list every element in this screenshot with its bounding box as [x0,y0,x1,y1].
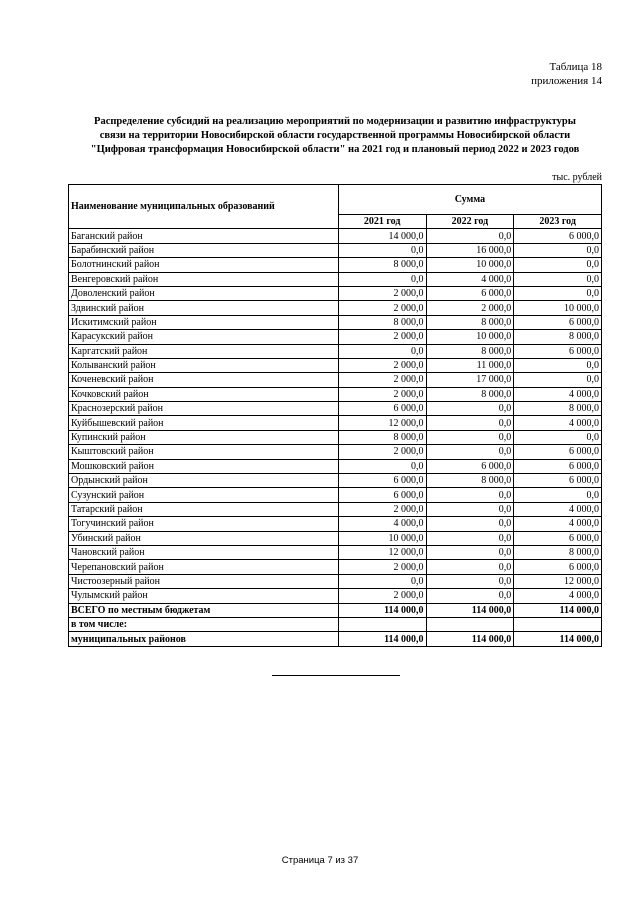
value-2023: 8 000,0 [514,402,602,416]
value-2023: 6 000,0 [514,531,602,545]
value-2022: 4 000,0 [426,272,514,286]
value-2023: 4 000,0 [514,589,602,603]
value-2021: 114 000,0 [338,632,426,646]
value-2023: 6 000,0 [514,560,602,574]
row-name: в том числе: [69,617,339,631]
value-2023: 6 000,0 [514,229,602,243]
value-2021: 0,0 [338,272,426,286]
value-2022: 11 000,0 [426,358,514,372]
table-row [69,358,602,372]
value-2022: 6 000,0 [426,459,514,473]
value-2022: 0,0 [426,430,514,444]
value-2021: 4 000,0 [338,517,426,531]
appendix-label: приложения 14 [531,75,602,87]
value-2022: 8 000,0 [426,344,514,358]
value-2023: 0,0 [514,286,602,300]
table-row [69,286,602,300]
value-2021: 0,0 [338,574,426,588]
value-2021: 0,0 [338,243,426,257]
value-2022: 0,0 [426,229,514,243]
value-2022: 17 000,0 [426,373,514,387]
row-name: Мошковский район [69,459,339,473]
value-2023: 0,0 [514,430,602,444]
table-row [69,330,602,344]
value-2021: 6 000,0 [338,488,426,502]
table-row [69,589,602,603]
value-2021: 2 000,0 [338,330,426,344]
value-2021: 8 000,0 [338,430,426,444]
row-name: муниципальных районов [69,632,339,646]
value-2021: 10 000,0 [338,531,426,545]
column-header-2023: 2023 год [514,215,602,229]
value-2022: 0,0 [426,517,514,531]
value-2022: 0,0 [426,488,514,502]
value-2021: 14 000,0 [338,229,426,243]
value-2023: 12 000,0 [514,574,602,588]
row-name: Тогучинский район [69,517,339,531]
value-2023: 0,0 [514,272,602,286]
value-2023 [514,617,602,631]
row-name: Сузунский район [69,488,339,502]
column-header-2022: 2022 год [426,215,514,229]
row-name: Коченевский район [69,373,339,387]
total-row [69,603,602,617]
value-2023: 6 000,0 [514,344,602,358]
table-row [69,272,602,286]
table-row [69,416,602,430]
value-2021: 2 000,0 [338,589,426,603]
value-2022: 0,0 [426,589,514,603]
row-name: Кочковский район [69,387,339,401]
table-reference [531,60,602,88]
including-row [69,617,602,631]
row-name: Чулымский район [69,589,339,603]
row-name: Болотнинский район [69,258,339,272]
value-2022: 8 000,0 [426,315,514,329]
row-name: Баганский район [69,229,339,243]
row-name: Барабинский район [69,243,339,257]
table-row [69,474,602,488]
column-header-2021: 2021 год [338,215,426,229]
value-2023: 6 000,0 [514,315,602,329]
row-name: Венгеровский район [69,272,339,286]
value-2022: 0,0 [426,531,514,545]
value-2022: 2 000,0 [426,301,514,315]
table-row [69,402,602,416]
table-row [69,574,602,588]
table-row [69,258,602,272]
value-2023: 0,0 [514,358,602,372]
value-2023: 4 000,0 [514,517,602,531]
municipal-total-row [69,632,602,646]
value-2021: 8 000,0 [338,315,426,329]
row-name: Купинский район [69,430,339,444]
title-line-1: Распределение субсидий на реализацию мероприятий по модернизации и развитию инфраструктуры [94,116,576,127]
row-name: Черепановский район [69,560,339,574]
table-row [69,373,602,387]
document-title [68,115,602,157]
value-2021: 2 000,0 [338,301,426,315]
value-2023: 0,0 [514,243,602,257]
value-2021: 114 000,0 [338,603,426,617]
table-row [69,545,602,559]
row-name: Краснозерский район [69,402,339,416]
row-name: Чановский район [69,545,339,559]
value-2023: 4 000,0 [514,387,602,401]
value-2022: 114 000,0 [426,632,514,646]
value-2022: 0,0 [426,502,514,516]
value-2023: 10 000,0 [514,301,602,315]
value-2022: 10 000,0 [426,330,514,344]
table-row [69,517,602,531]
column-header-sum: Сумма [338,185,601,215]
value-2022: 0,0 [426,545,514,559]
value-2022: 0,0 [426,402,514,416]
value-2023: 4 000,0 [514,416,602,430]
value-2023: 0,0 [514,373,602,387]
value-2021: 6 000,0 [338,474,426,488]
value-2022: 8 000,0 [426,474,514,488]
separator-line [272,675,400,676]
value-2023: 6 000,0 [514,459,602,473]
value-2023: 0,0 [514,488,602,502]
row-name: Убинский район [69,531,339,545]
table-row [69,560,602,574]
value-2021: 6 000,0 [338,402,426,416]
table-row [69,344,602,358]
row-name: Кыштовский район [69,445,339,459]
row-name: Ордынский район [69,474,339,488]
table-row [69,387,602,401]
column-header-name: Наименование муниципальных образований [69,185,339,229]
value-2022: 0,0 [426,574,514,588]
units-label: тыс. рублей [552,172,602,183]
value-2022: 8 000,0 [426,387,514,401]
table-row [69,301,602,315]
subsidy-table [68,184,602,647]
value-2022: 0,0 [426,560,514,574]
table-label: Таблица 18 [549,61,602,73]
value-2021: 2 000,0 [338,502,426,516]
value-2021: 2 000,0 [338,373,426,387]
value-2023: 0,0 [514,258,602,272]
value-2023: 8 000,0 [514,330,602,344]
value-2022: 16 000,0 [426,243,514,257]
row-name: Карасукский район [69,330,339,344]
value-2021: 0,0 [338,459,426,473]
value-2022: 0,0 [426,416,514,430]
value-2022: 10 000,0 [426,258,514,272]
table-row [69,315,602,329]
table-row [69,488,602,502]
row-name: Искитимский район [69,315,339,329]
row-name: Доволенский район [69,286,339,300]
table-body [69,229,602,646]
table-row [69,243,602,257]
row-name: Куйбышевский район [69,416,339,430]
value-2023: 6 000,0 [514,474,602,488]
value-2022: 0,0 [426,445,514,459]
table-row [69,531,602,545]
value-2021: 0,0 [338,344,426,358]
value-2023: 114 000,0 [514,603,602,617]
value-2023: 6 000,0 [514,445,602,459]
value-2021: 2 000,0 [338,445,426,459]
value-2021: 8 000,0 [338,258,426,272]
value-2022: 114 000,0 [426,603,514,617]
table-row [69,459,602,473]
value-2023: 4 000,0 [514,502,602,516]
row-name: Колыванский район [69,358,339,372]
row-name: ВСЕГО по местным бюджетам [69,603,339,617]
value-2022: 6 000,0 [426,286,514,300]
table-row [69,430,602,444]
row-name: Чистоозерный район [69,574,339,588]
value-2021: 2 000,0 [338,560,426,574]
row-name: Татарский район [69,502,339,516]
title-line-2: связи на территории Новосибирской области государственной программы Новосибирской области [99,130,571,141]
table-row [69,502,602,516]
row-name: Каргатский район [69,344,339,358]
value-2021: 12 000,0 [338,416,426,430]
value-2021 [338,617,426,631]
value-2021: 2 000,0 [338,286,426,300]
title-line-3: "Цифровая трансформация Новосибирской области" на 2021 год и плановый период 2022 и 2023 годов [90,144,580,155]
row-name: Здвинский район [69,301,339,315]
value-2022 [426,617,514,631]
table-row [69,445,602,459]
value-2021: 2 000,0 [338,387,426,401]
table-row [69,229,602,243]
value-2021: 12 000,0 [338,545,426,559]
value-2021: 2 000,0 [338,358,426,372]
page-footer: Страница 7 из 37 [281,855,359,866]
value-2023: 114 000,0 [514,632,602,646]
value-2023: 8 000,0 [514,545,602,559]
